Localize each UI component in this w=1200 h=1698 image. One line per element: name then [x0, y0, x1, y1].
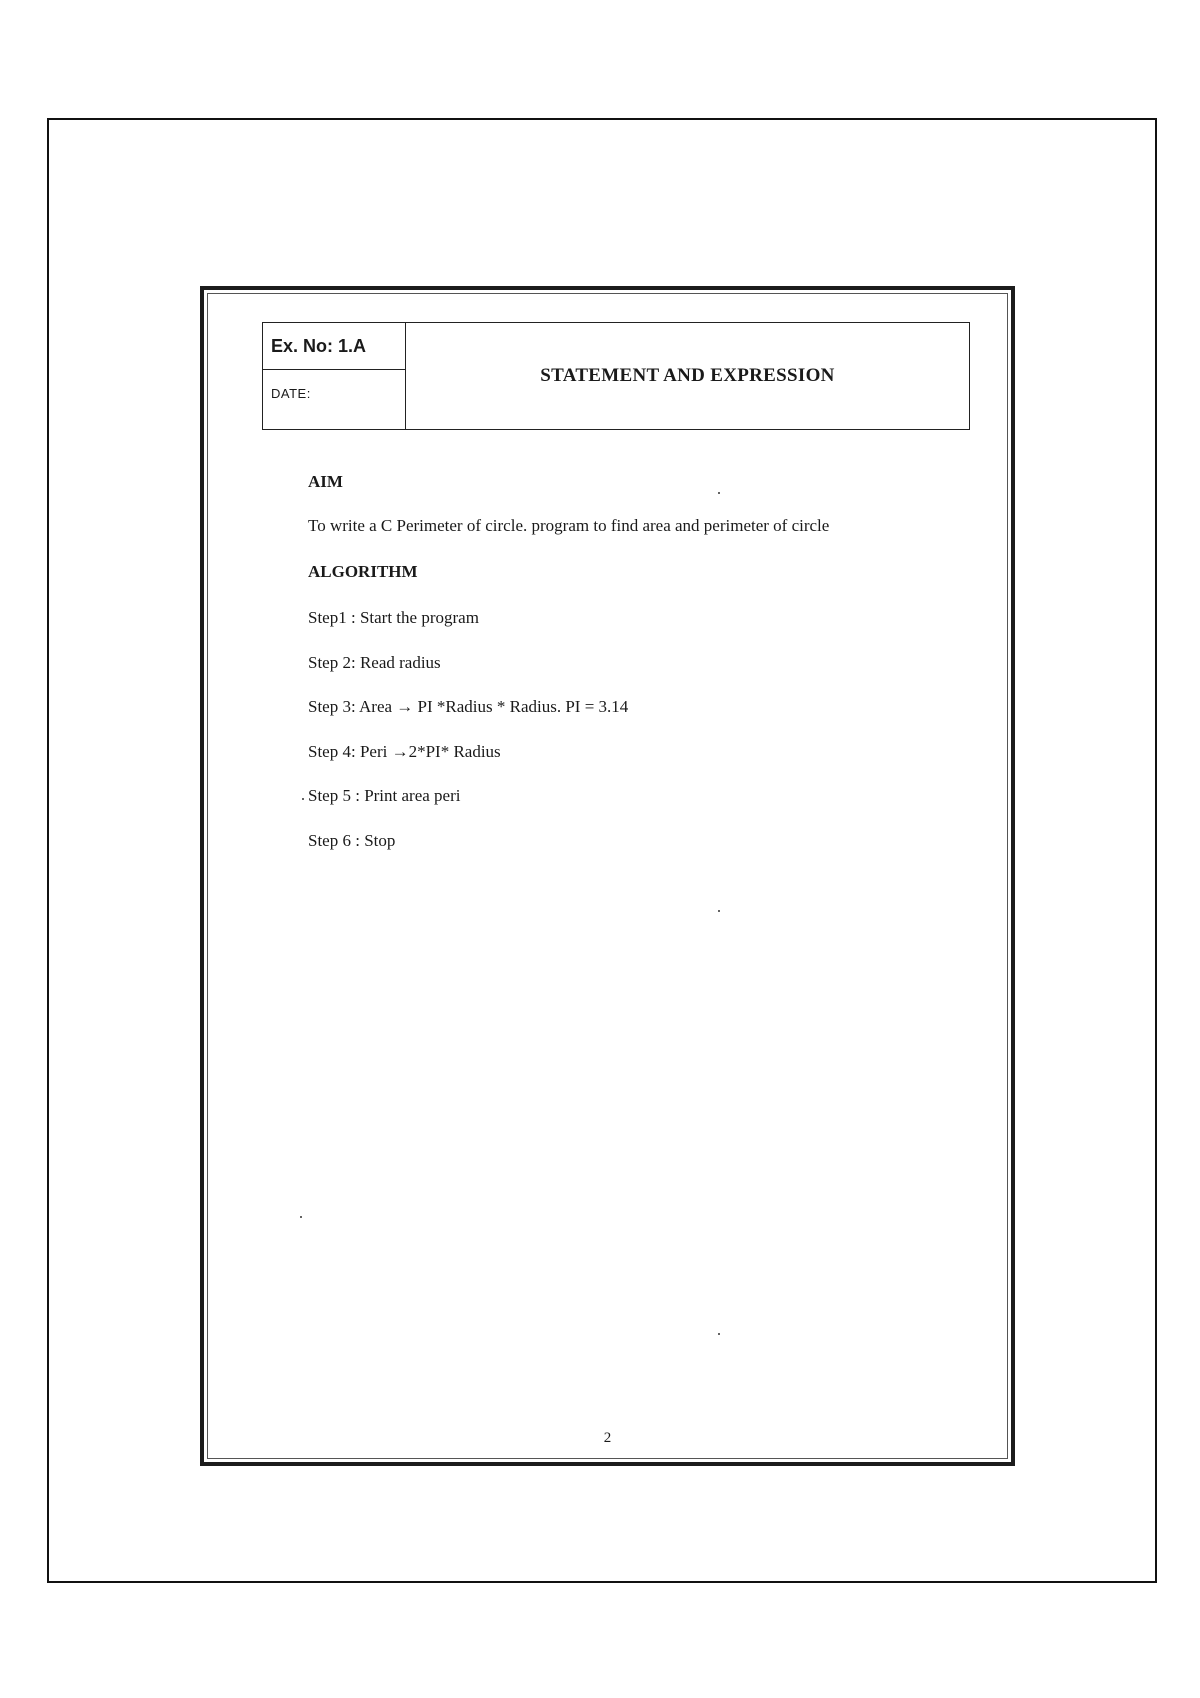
content-body: [308, 472, 948, 875]
aim-text: To write a C Perimeter of circle. program to find area and perimeter of circle: [308, 516, 830, 535]
scan-speck: [718, 910, 720, 912]
algorithm-step: Step 6 : Stop: [308, 830, 396, 850]
scan-speck: [718, 492, 720, 494]
algorithm-step: Step 2: Read radius: [308, 652, 441, 672]
aim-heading: AIM: [308, 472, 343, 491]
algorithm-heading: ALGORITHM: [308, 562, 418, 581]
date-label: DATE:: [271, 386, 311, 401]
algorithm-steps: [308, 608, 948, 875]
page-number: 2: [603, 1430, 612, 1446]
algorithm-step: Step 5 : Print area peri: [308, 786, 461, 805]
algorithm-step: Step 3: Area → PI *Radius * Radius. PI = 3.14: [308, 697, 629, 716]
algorithm-step: Step1 : Start the program: [308, 608, 479, 627]
scan-speck: [718, 1333, 720, 1335]
scanned-page: [200, 286, 1015, 1466]
exercise-number: Ex. No: 1.A: [263, 323, 405, 370]
exercise-title: STATEMENT AND EXPRESSION: [540, 365, 835, 386]
header-left-column: [263, 323, 406, 429]
scan-speck: [300, 1216, 302, 1218]
scan-speck: [302, 798, 304, 800]
header-table: [262, 322, 970, 430]
algorithm-step: Step 4: Peri →2*PI* Radius: [308, 741, 501, 761]
